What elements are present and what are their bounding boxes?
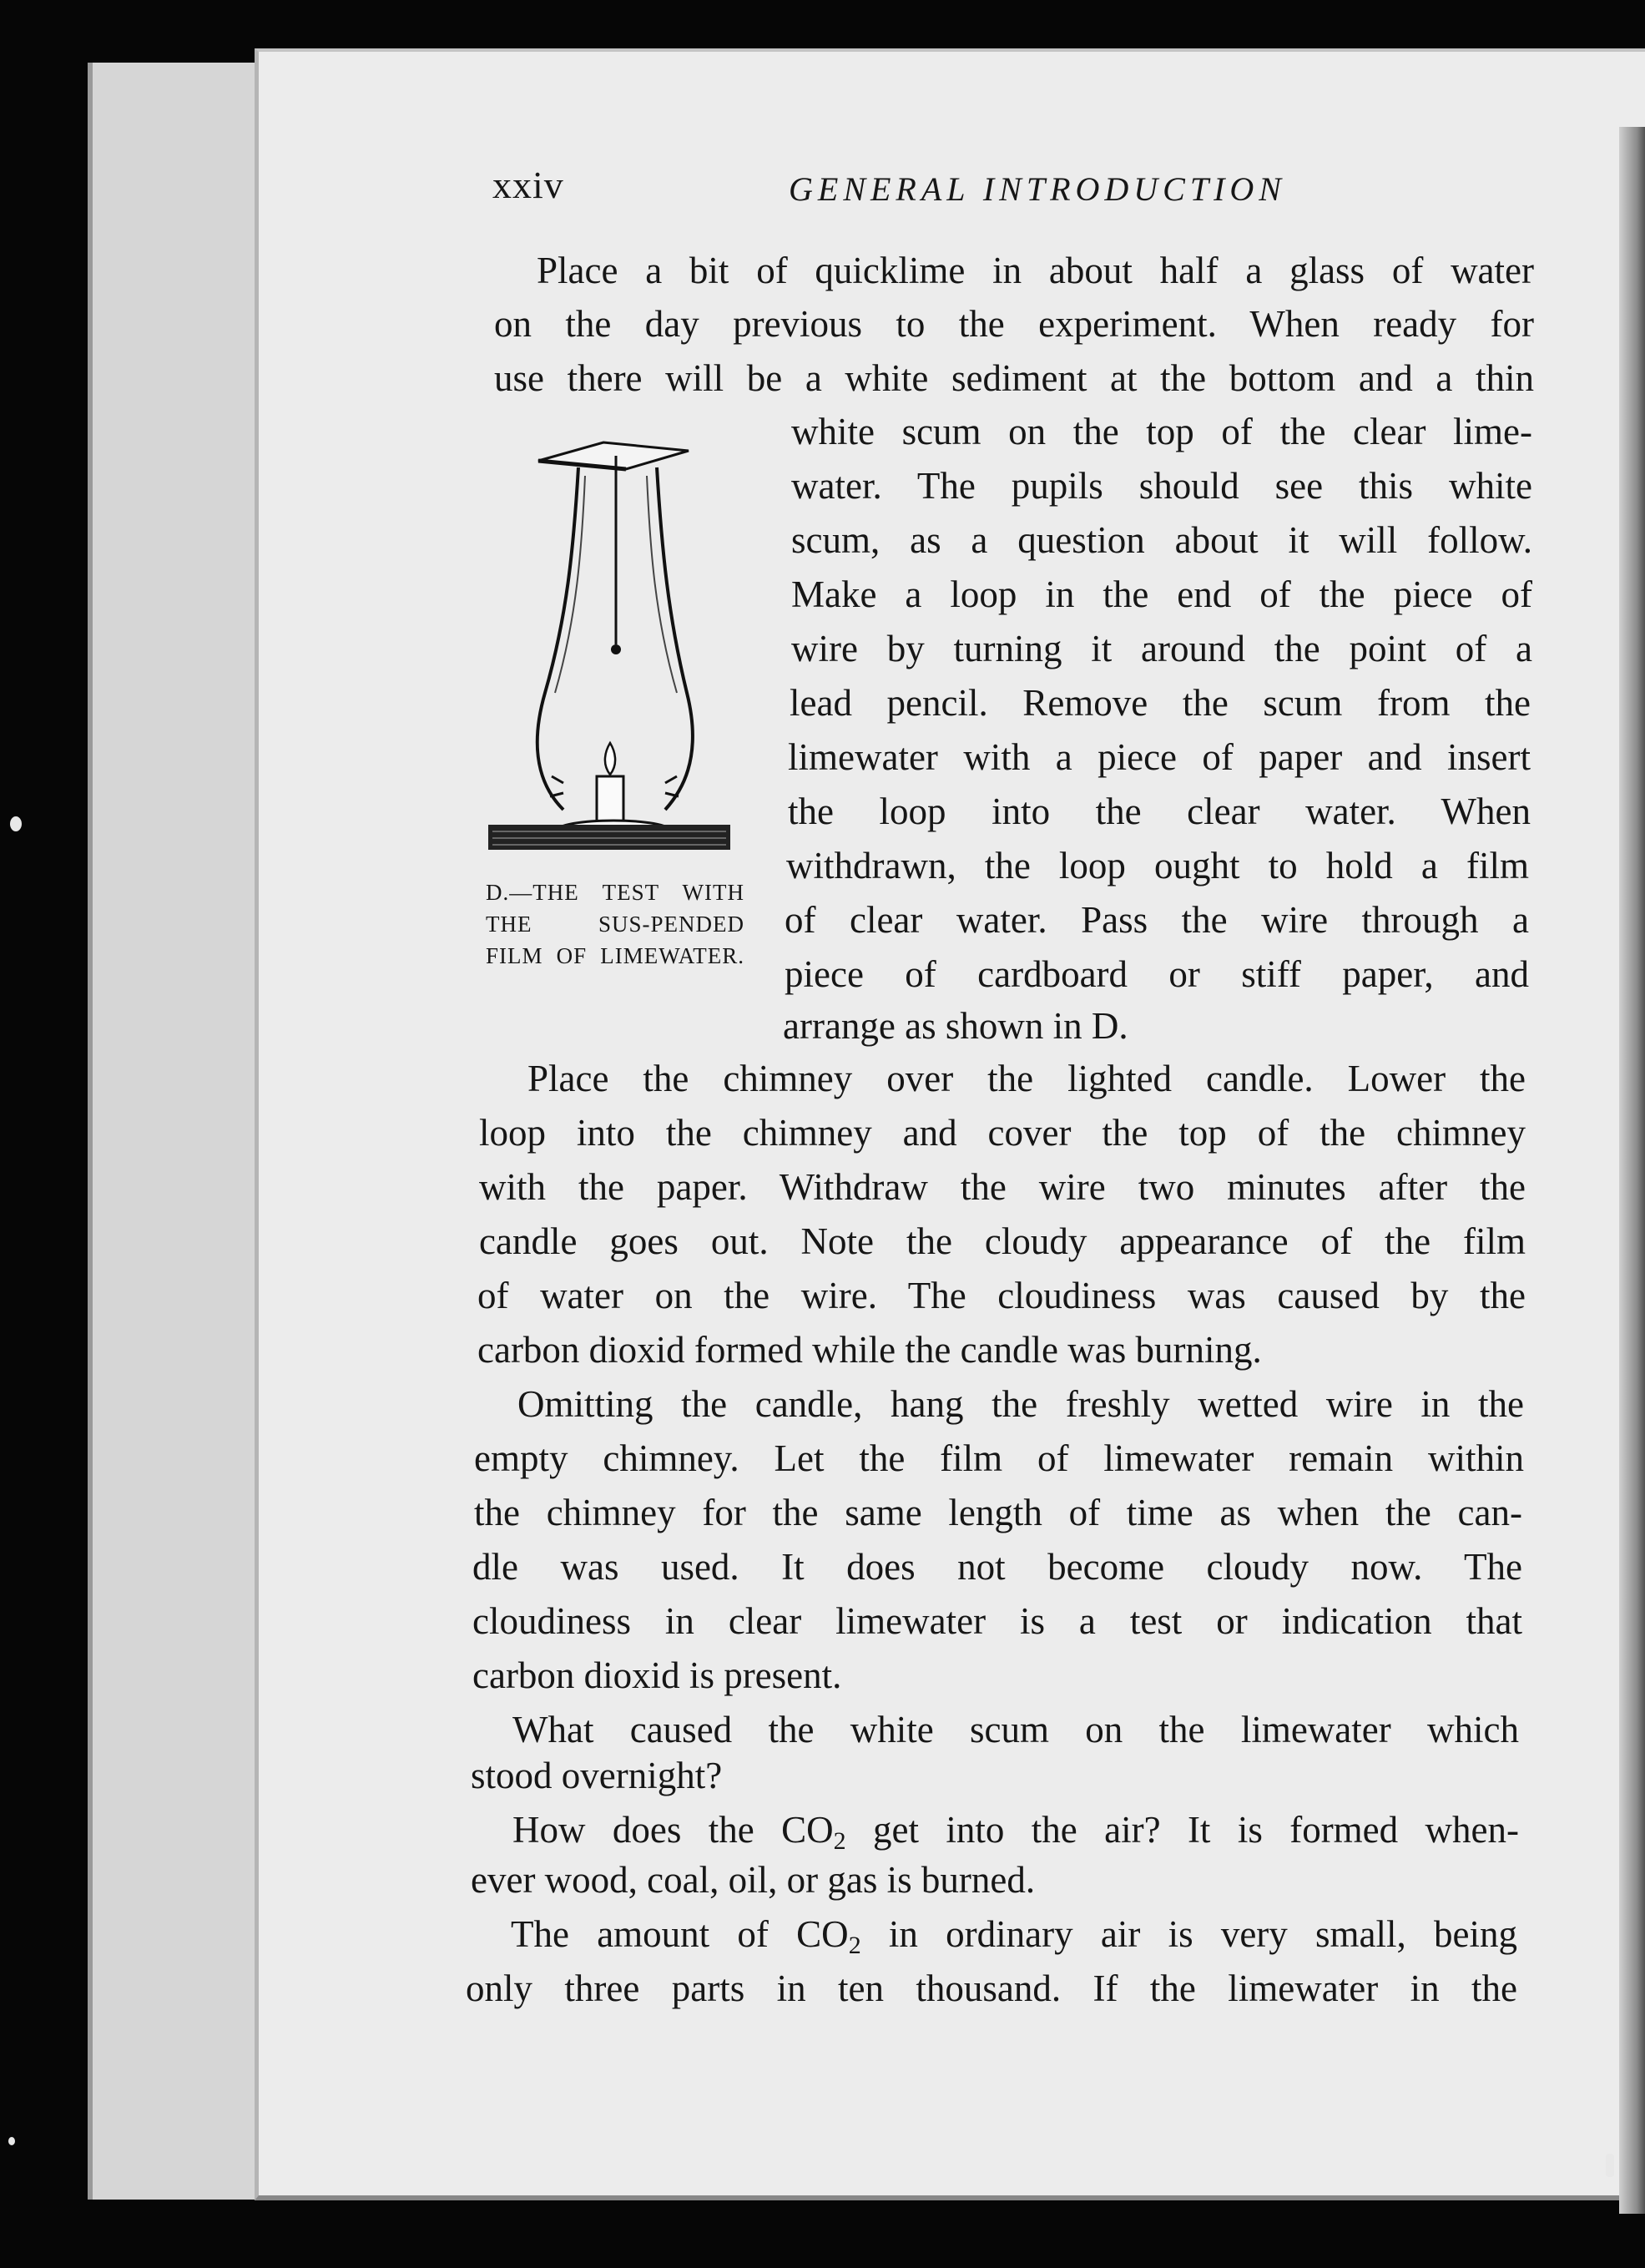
line-part: get into the air? It is formed when- — [845, 1809, 1519, 1851]
text-line — [511, 1912, 1518, 1959]
text-line: limewater with a piece of paper and insert — [788, 736, 1531, 778]
text-line: arrange as shown in D. — [783, 1005, 1128, 1047]
running-title: GENERAL INTRODUCTION — [789, 170, 1286, 208]
text-line: only three parts in ten thousand. If the limewater in the — [466, 1967, 1517, 2009]
text-line: with the paper. Withdraw the wire two minutes after the — [479, 1166, 1526, 1208]
chimney-left-wall — [537, 467, 578, 810]
text-line: cloudiness in clear limewater is a test or indication that — [472, 1600, 1522, 1642]
text-line: stood overnight? — [471, 1755, 723, 1796]
text-line: loop into the chimney and cover the top of the chimney — [479, 1112, 1526, 1154]
text-line: Make a loop in the end of the piece of — [791, 573, 1532, 615]
line-part: How does the CO — [512, 1809, 834, 1851]
text-line: lead pencil. Remove the scum from the — [790, 682, 1531, 724]
text-line — [512, 1808, 1519, 1855]
text-line: withdrawn, the loop ought to hold a film — [786, 845, 1529, 886]
chimney-right-wall — [657, 467, 693, 810]
text-line: the chimney for the same length of time as when the can- — [474, 1492, 1522, 1533]
cardboard-lid — [538, 442, 689, 469]
text-line: on the day previous to the experiment. When ready for — [494, 303, 1534, 345]
text-line: What caused the white scum on the limewater which — [512, 1709, 1519, 1750]
text-line: empty chimney. Let the film of limewater remain within — [474, 1437, 1524, 1479]
text-line: Omitting the candle, hang the freshly wetted wire in the — [517, 1383, 1524, 1425]
subscript: 2 — [848, 1932, 861, 1959]
line-part: in ordinary air is very small, being — [860, 1913, 1518, 1955]
text-line: wire by turning it around the point of a — [791, 628, 1532, 669]
scan-speck — [8, 2137, 15, 2145]
text-line: ever wood, coal, oil, or gas is burned. — [471, 1859, 1036, 1901]
candle-flame — [605, 743, 615, 775]
text-line: of water on the wire. The cloudiness was caused by the — [477, 1275, 1526, 1316]
text-line: the loop into the clear water. When — [788, 791, 1531, 832]
wire-loop — [611, 644, 621, 654]
chimney-candle-illustration — [480, 426, 739, 860]
text-line: Place a bit of quicklime in about half a glass of water — [537, 250, 1534, 291]
scan-speck — [1606, 2154, 1614, 2177]
scan-speck — [10, 816, 22, 831]
text-line: dle was used. It does not become cloudy now. The — [472, 1546, 1522, 1588]
page-edge-shadow — [1619, 127, 1645, 2214]
figure-caption: D.—THE TEST WITH THE SUS-PENDED FILM OF LIMEWATER. — [486, 880, 744, 968]
text-line: carbon dioxid is present. — [472, 1654, 842, 1696]
line-part: The amount of CO — [511, 1913, 849, 1955]
text-line: Place the chimney over the lighted candle. Lower the — [527, 1058, 1526, 1099]
text-line: piece of cardboard or stiff paper, and — [785, 953, 1529, 995]
text-line: white scum on the top of the clear lime- — [791, 411, 1532, 452]
text-line: scum, as a question about it will follow. — [791, 519, 1532, 561]
page-number: xxiv — [492, 164, 564, 206]
text-line: use there will be a white sediment at the bottom and a thin — [494, 357, 1534, 399]
text-line: of clear water. Pass the wire through a — [785, 899, 1529, 941]
text-line: candle goes out. Note the cloudy appearance of the film — [479, 1220, 1526, 1262]
text-line: carbon dioxid formed while the candle was burning. — [477, 1329, 1262, 1371]
text-line: water. The pupils should see this white — [791, 465, 1532, 507]
subscript: 2 — [833, 1827, 846, 1855]
